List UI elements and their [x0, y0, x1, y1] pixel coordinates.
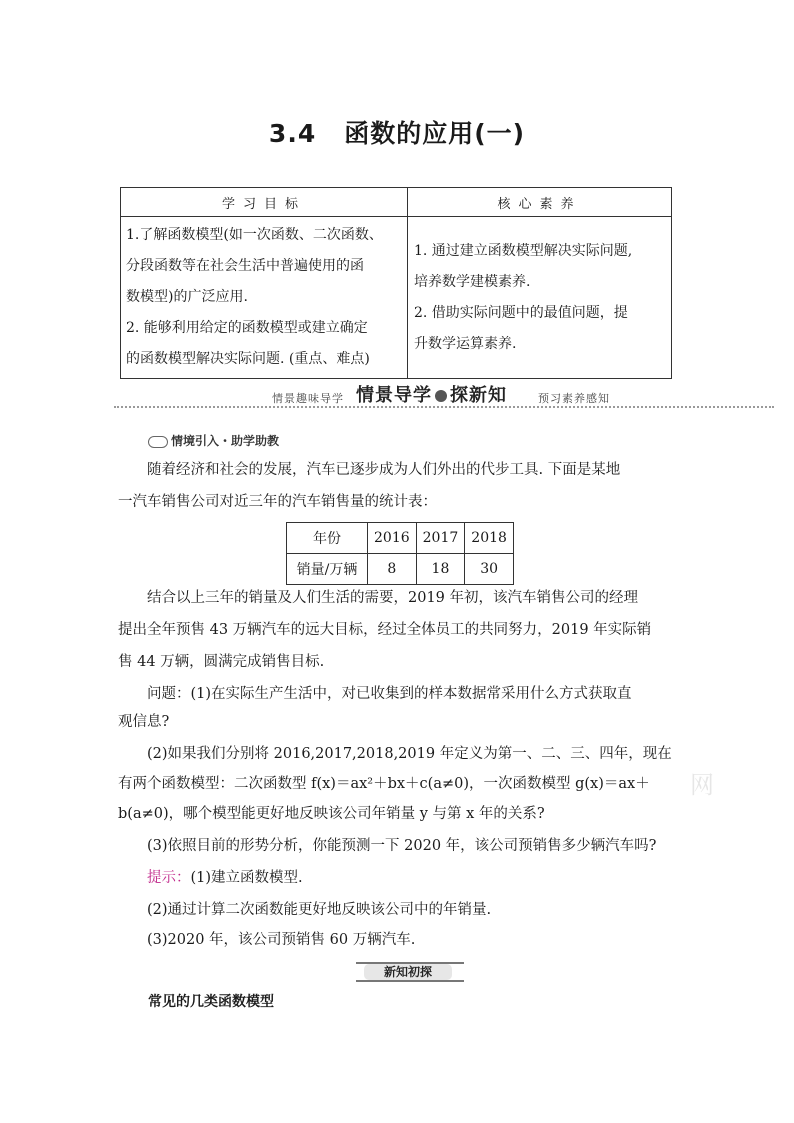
hint-answer-1 — [118, 868, 678, 888]
para2-line-3: 售 44 万辆，圆满完成销售目标. — [118, 654, 325, 670]
section-title: 函数的应用(一) — [344, 119, 526, 148]
sales-header-year: 年份 — [287, 523, 368, 554]
section-heading-text: 情境引入・助学助教 — [171, 434, 280, 448]
new-knowledge-tag — [356, 962, 464, 982]
objective-line: 的函数模型解决实际问题. (重点、难点) — [126, 351, 370, 367]
objectives-header-literacy: 核心素养 — [408, 188, 672, 217]
objectives-literacy-cell — [408, 217, 672, 379]
literacy-line: 升数学运算素养. — [414, 335, 517, 352]
page-title — [0, 114, 794, 150]
sales-header-cell: 2017 — [416, 523, 465, 554]
new-knowledge-tag-text: 新知初探 — [364, 964, 452, 980]
question1-line-2: 观信息? — [118, 714, 170, 730]
objective-line: 1.了解函数模型(如一次函数、二次函数、 — [126, 227, 383, 243]
objective-line: 分段函数等在社会生活中普遍使用的函 — [126, 258, 364, 274]
hint-answer-3: (3)2020 年，该公司预销售 60 万辆汽车. — [147, 932, 416, 948]
question3: (3)依照目前的形势分析，你能预测一下 2020 年，该公司预销售多少辆汽车吗? — [147, 838, 657, 854]
sales-header-cell: 2018 — [465, 523, 514, 554]
objectives-table — [120, 187, 672, 379]
banner-right-text: 预习素养感知 — [538, 392, 610, 405]
banner-main-part2: 探新知 — [450, 385, 507, 406]
literacy-line: 1. 通过建立函数模型解决实际问题, — [414, 242, 633, 259]
hint-answer-1-text: (1)建立函数模型. — [190, 870, 303, 886]
question2-line-3: b(a≠0)，哪个模型能更好地反映该公司年销量 y 与第 x 年的关系? — [118, 806, 545, 822]
sales-value-cell: 18 — [416, 554, 465, 585]
objective-line: 2. 能够利用给定的函数模型或建立确定 — [126, 320, 368, 336]
banner-main-part1: 情景导学 — [356, 385, 432, 406]
sales-table — [286, 522, 514, 585]
section-heading-intro — [148, 432, 279, 449]
sales-header-cell: 2016 — [368, 523, 417, 554]
literacy-line: 2. 借助实际问题中的最值问题，提 — [414, 304, 628, 321]
objectives-learning-cell — [121, 217, 408, 379]
watermark: 网 — [690, 771, 714, 799]
hint-answer-2: (2)通过计算二次函数能更好地反映该公司中的年销量. — [147, 902, 492, 918]
intro-line-1: 随着经济和社会的发展，汽车已逐步成为人们外出的代步工具. 下面是某地 — [147, 462, 621, 478]
section-number: 3.4 — [268, 119, 317, 148]
banner-left-text: 情景趣味导学 — [272, 392, 344, 405]
hint-label: 提示： — [147, 870, 191, 886]
question2-line-1: (2)如果我们分别将 2016,2017,2018,2019 年定义为第一、二、三、四年，现在 — [147, 746, 672, 762]
objective-line: 数模型)的广泛应用. — [126, 289, 248, 305]
question2-line-2: 有两个函数模型：二次函数型 f(x)＝ax²＋bx＋c(a≠0)，一次函数模型 g(x)＝ax＋ — [118, 776, 650, 792]
intro-line-2: 一汽车销售公司对近三年的汽车销售量的统计表： — [118, 494, 437, 510]
objectives-header-learning: 学习目标 — [121, 188, 408, 217]
subheading-function-models: 常见的几类函数模型 — [148, 994, 274, 1010]
para2-line-1: 结合以上三年的销量及人们生活的需要，2019 年初，该汽车销售公司的经理 — [147, 590, 639, 606]
literacy-line: 培养数学建模素养. — [414, 273, 531, 290]
banner-arrow-icon — [435, 390, 447, 402]
swirl-icon — [148, 436, 168, 448]
question1-line-1: 问题：(1)在实际生产生活中，对已收集到的样本数据常采用什么方式获取直 — [147, 686, 632, 702]
para2-line-2: 提出全年预售 43 万辆汽车的远大目标，经过全体员工的共同努力，2019 年实际销 — [118, 622, 652, 638]
section-banner — [114, 378, 774, 414]
sales-row-label: 销量/万辆 — [287, 554, 368, 585]
sales-value-cell: 8 — [368, 554, 417, 585]
banner-main-text — [356, 381, 507, 407]
sales-value-cell: 30 — [465, 554, 514, 585]
